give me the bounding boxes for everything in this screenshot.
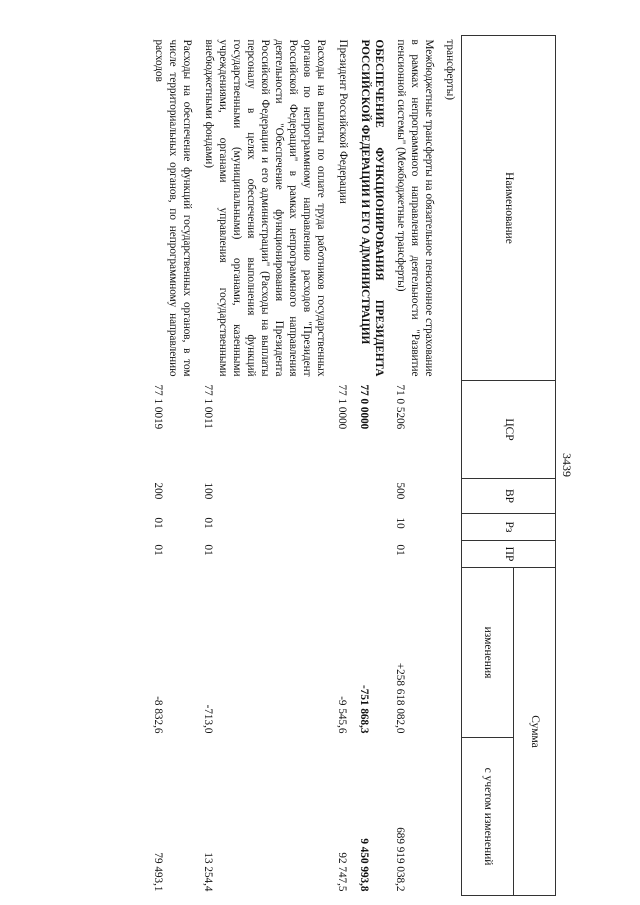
row-csr: 77 1 0019 bbox=[152, 384, 164, 430]
table-row bbox=[332, 36, 354, 896]
table-row bbox=[354, 36, 390, 896]
header-sum: Сумма bbox=[514, 568, 556, 896]
row-name: Президент Российской Федерации bbox=[337, 39, 349, 204]
row-changes: +258 618 082,0 bbox=[394, 662, 406, 734]
row-changes bbox=[440, 568, 462, 738]
page-number: 3439 bbox=[560, 453, 574, 477]
row-vr: 200 bbox=[152, 482, 164, 500]
row-csr: 77 1 0011 bbox=[202, 384, 214, 429]
row-total: 92 747,5 bbox=[336, 852, 348, 892]
row-rz bbox=[440, 514, 462, 541]
row-vr: 500 bbox=[394, 482, 406, 500]
rotated-page bbox=[60, 35, 580, 895]
table-body bbox=[148, 36, 462, 896]
row-csr: 77 0 0000 bbox=[358, 384, 370, 430]
row-pr: 01 bbox=[394, 544, 406, 556]
budget-table bbox=[148, 35, 556, 896]
row-csr: 71 0 5206 bbox=[394, 384, 406, 430]
row-total: 79 493,1 bbox=[152, 852, 164, 892]
row-changes: -8 832,6 bbox=[152, 696, 164, 734]
row-pr bbox=[440, 541, 462, 568]
row-changes: -713,0 bbox=[202, 704, 214, 734]
row-changes: -9 545,6 bbox=[336, 696, 348, 734]
row-rz bbox=[354, 514, 390, 541]
row-name: Расходы на выплаты по оплате труда работников государственных органов по непрограммному направлению расходов "Президент Российской Федерации" в рамках непрограммного направления деятельности "Обеспечение функционирования Президента Российской Федерации и его администрации" (Расходы на выплаты персоналу в целях обеспечения выполнения функций государственными (муниципальными) органами, казенными учреждениями, органами управления государственными внебюджетными фондами) bbox=[203, 39, 327, 377]
table-row bbox=[198, 36, 332, 896]
row-pr bbox=[332, 541, 354, 568]
row-total: 689 919 038,2 bbox=[394, 827, 406, 892]
row-name: ОБЕСПЕЧЕНИЕ ФУНКЦИОНИРОВАНИЯ ПРЕЗИДЕНТА РОССИЙСКОЙ ФЕДЕРАЦИИ И ЕГО АДМИНИСТРАЦИИ bbox=[359, 39, 385, 377]
table-row bbox=[148, 36, 198, 896]
row-name: трансферты) bbox=[444, 39, 456, 100]
row-rz: 10 bbox=[394, 517, 406, 529]
row-vr bbox=[440, 479, 462, 514]
row-csr bbox=[440, 381, 462, 479]
header-pr: ПР bbox=[462, 541, 556, 568]
table-row bbox=[440, 36, 462, 896]
row-vr: 100 bbox=[202, 482, 214, 500]
header-name: Наименование bbox=[462, 36, 556, 381]
row-rz: 01 bbox=[152, 517, 164, 529]
table-row bbox=[390, 36, 440, 896]
row-total: 13 254,4 bbox=[202, 852, 214, 892]
row-vr bbox=[332, 479, 354, 514]
row-vr bbox=[354, 479, 390, 514]
row-total: 9 450 993,8 bbox=[358, 838, 370, 892]
header-csr: ЦСР bbox=[462, 381, 556, 479]
row-name: Расходы на обеспечение функций государственных органов, в том числе территориальных органов, по непрограммному направлению расходов bbox=[153, 39, 193, 377]
row-rz bbox=[332, 514, 354, 541]
row-rz: 01 bbox=[202, 517, 214, 529]
header-with-changes: с учетом изменений bbox=[462, 738, 514, 896]
row-pr: 01 bbox=[202, 544, 214, 556]
header-vr: ВР bbox=[462, 479, 556, 514]
header-rz: Рз bbox=[462, 514, 556, 541]
row-csr: 77 1 0000 bbox=[336, 384, 348, 430]
row-pr: 01 bbox=[152, 544, 164, 556]
table-header bbox=[462, 36, 556, 896]
row-changes: -751 868,3 bbox=[358, 685, 370, 734]
row-pr bbox=[354, 541, 390, 568]
row-name: Межбюджетные трансферты на обязательное пенсионное страхование в рамках непрограммного направления деятельности "Развитие пенсионной системы" (Межбюджетные трансферты) bbox=[395, 39, 435, 377]
header-changes: изменения bbox=[462, 568, 514, 738]
row-total bbox=[440, 738, 462, 896]
